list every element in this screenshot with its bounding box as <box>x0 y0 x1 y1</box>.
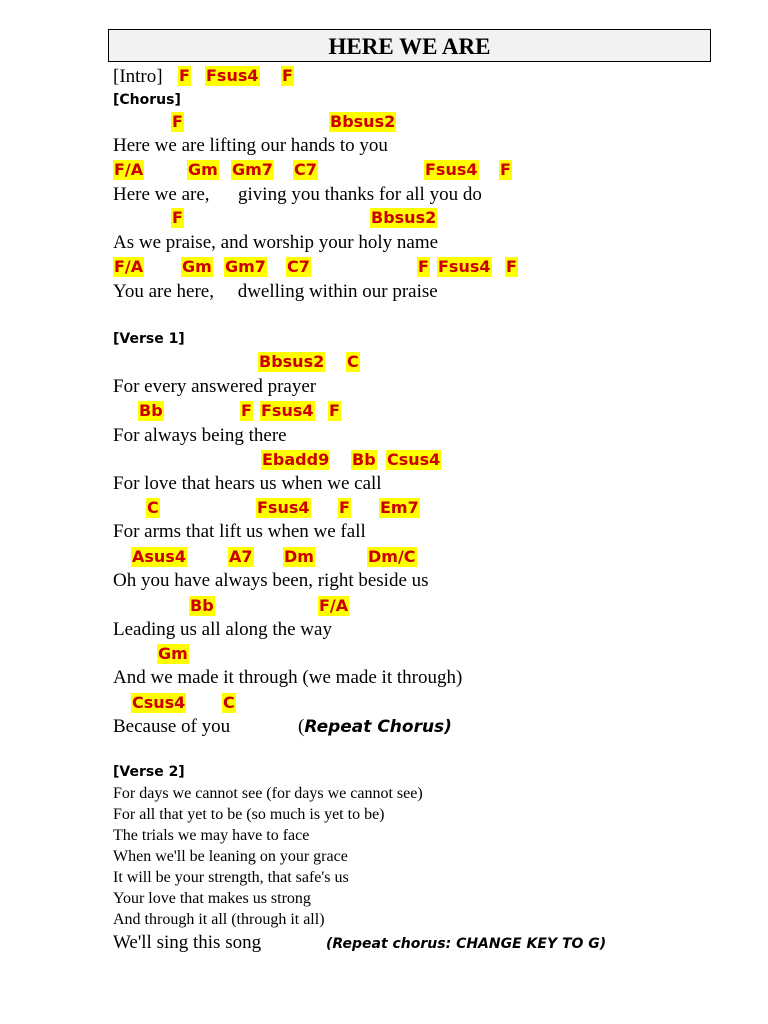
song-title: HERE WE ARE <box>108 29 711 62</box>
intro-chords <box>0 66 768 88</box>
verse1-chord-line-1 <box>0 352 768 374</box>
repeat-chorus-note <box>298 716 452 738</box>
chord: C7 <box>287 257 310 276</box>
chorus-label: [Chorus] <box>113 92 181 108</box>
chord: C7 <box>294 160 317 179</box>
verse1-lyric-line: Because of you <box>113 716 231 737</box>
verse1-lyric-line: Oh you have always been, right beside us <box>113 570 429 591</box>
intro-label: [Intro] <box>113 66 163 87</box>
verse1-chord-line-4 <box>0 498 768 520</box>
chorus-chord-line-2 <box>0 160 768 182</box>
verse1-lyric-line: For love that hears us when we call <box>113 473 382 494</box>
chord: F <box>179 66 190 85</box>
verse1-lyric-line: Leading us all along the way <box>113 619 332 640</box>
verse1-label: [Verse 1] <box>113 331 185 347</box>
verse2-lyric-line: The trials we may have to face <box>113 827 310 844</box>
chorus-chord-line-3 <box>0 208 768 230</box>
chord: Ebadd9 <box>262 450 330 469</box>
chord: F <box>506 257 517 276</box>
verse1-lyric-line: For always being there <box>113 425 287 446</box>
chord: F <box>329 401 340 420</box>
chorus-lyric-line: You are here, dwelling within our praise <box>113 281 438 302</box>
verse2-lyric-line: For days we cannot see (for days we cannot see) <box>113 785 423 802</box>
chord: F <box>172 208 183 227</box>
chord: Bbsus2 <box>259 352 325 371</box>
chord: F <box>418 257 429 276</box>
verse2-lyric-line: For all that yet to be (so much is yet to be) <box>113 806 385 823</box>
chord: F/A <box>114 160 144 179</box>
chord: Dm/C <box>368 547 416 566</box>
chorus-lyric-line: As we praise, and worship your holy name <box>113 232 439 253</box>
chord: Csus4 <box>387 450 441 469</box>
verse2-lyric-line: And through it all (through it all) <box>113 911 325 928</box>
verse2-lyric-line: When we'll be leaning on your grace <box>113 848 348 865</box>
chord: C <box>147 498 159 517</box>
verse1-chord-line-8 <box>0 693 768 715</box>
repeat-chorus-text: Repeat Chorus) <box>304 717 452 737</box>
chord: Gm <box>182 257 212 276</box>
chord: F/A <box>114 257 144 276</box>
verse1-lyric-line: And we made it through (we made it through) <box>113 667 463 688</box>
chord: Fsus4 <box>257 498 310 517</box>
chord: Bb <box>190 596 214 615</box>
chord: Bbsus2 <box>330 112 396 131</box>
chord: Gm7 <box>225 257 266 276</box>
chord: Fsus4 <box>425 160 478 179</box>
verse1-lyric-line: For every answered prayer <box>113 376 317 397</box>
chord: Gm7 <box>232 160 273 179</box>
repeat-open-paren: ( <box>298 716 305 737</box>
verse1-chord-line-2 <box>0 401 768 423</box>
chord: A7 <box>229 547 253 566</box>
chord: Fsus4 <box>206 66 259 85</box>
chorus-chord-line-1 <box>0 112 768 134</box>
chord: Asus4 <box>132 547 186 566</box>
verse1-lyric-line: For arms that lift us when we fall <box>113 521 366 542</box>
repeat-chorus-key-change-note: (Repeat chorus: CHANGE KEY TO G) <box>326 936 607 952</box>
verse1-chord-line-3 <box>0 450 768 472</box>
chord: F <box>241 401 252 420</box>
chord: F/A <box>319 596 349 615</box>
chord: F <box>339 498 350 517</box>
verse1-chord-line-7 <box>0 644 768 666</box>
verse2-label: [Verse 2] <box>113 764 185 780</box>
verse2-final-line: We'll sing this song <box>113 932 262 953</box>
verse2-lyric-line: Your love that makes us strong <box>113 890 311 907</box>
verse1-chord-line-6 <box>0 596 768 618</box>
chorus-lyric-line: Here we are lifting our hands to you <box>113 135 388 156</box>
chorus-chord-line-4 <box>0 257 768 279</box>
chord: Fsus4 <box>438 257 491 276</box>
verse1-chord-line-5 <box>0 547 768 569</box>
chord: Bb <box>352 450 376 469</box>
chord: Bbsus2 <box>371 208 437 227</box>
chord: Gm <box>188 160 218 179</box>
chord: F <box>282 66 293 85</box>
chord: C <box>223 693 235 712</box>
chord: Dm <box>284 547 314 566</box>
chord: F <box>172 112 183 131</box>
chord: Gm <box>158 644 188 663</box>
chord: Csus4 <box>132 693 186 712</box>
chord: F <box>500 160 511 179</box>
chord: C <box>347 352 359 371</box>
chord: Fsus4 <box>261 401 314 420</box>
chorus-lyric-line: Here we are, giving you thanks for all you do <box>113 184 482 205</box>
chord: Bb <box>139 401 163 420</box>
verse2-lyric-line: It will be your strength, that safe's us <box>113 869 349 886</box>
chord: Em7 <box>380 498 419 517</box>
